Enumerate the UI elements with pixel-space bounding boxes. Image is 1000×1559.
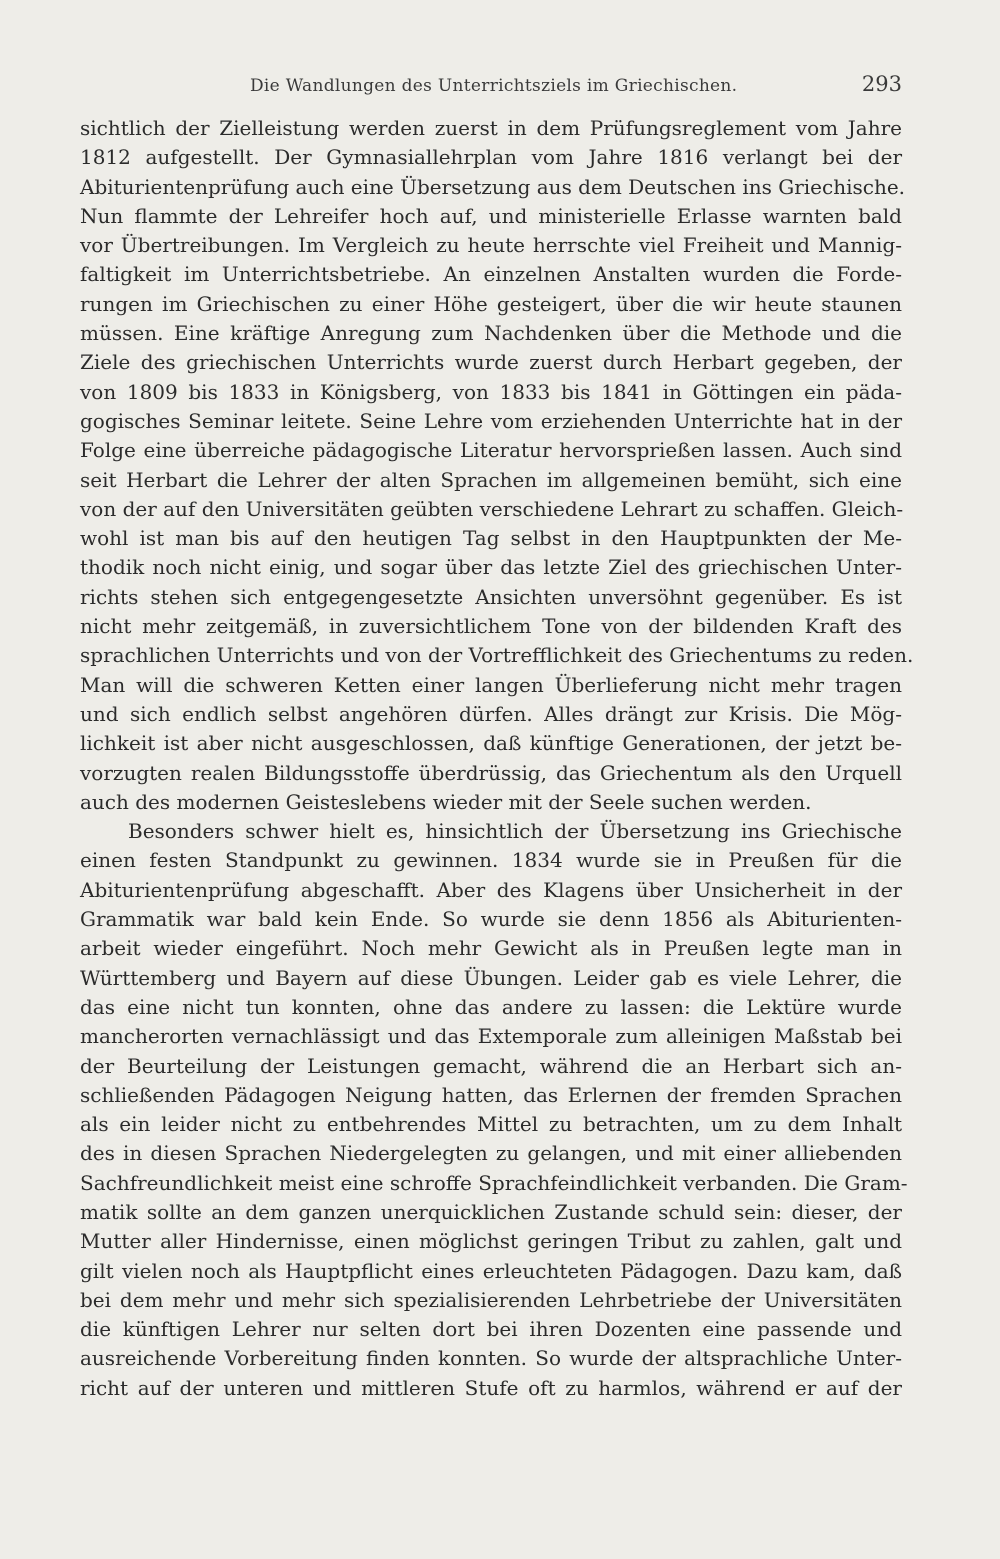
text-line: arbeit wieder eingeführt. Noch mehr Gewicht als in Preußen legte man in	[80, 936, 902, 961]
running-header	[80, 72, 902, 104]
text-line: bei dem mehr und mehr sich spezialisierenden Lehrbetriebe der Universitäten	[80, 1287, 902, 1312]
text-line: gilt vielen noch als Hauptpflicht eines erleuchteten Pädagogen. Dazu kam, daß	[80, 1258, 902, 1283]
text-line: von 1809 bis 1833 in Königsberg, von 1833 bis 1841 in Göttingen ein päda-	[80, 379, 902, 404]
text-line: Württemberg und Bayern auf diese Übungen. Leider gab es viele Lehrer, die	[80, 965, 902, 990]
text-line: Abiturientenprüfung auch eine Übersetzung aus dem Deutschen ins Griechische.	[80, 174, 906, 199]
text-line: Ziele des griechischen Unterrichts wurde zuerst durch Herbart gegeben, der	[80, 350, 902, 375]
text-line: der Beurteilung der Leistungen gemacht, während die an Herbart sich an-	[80, 1053, 902, 1078]
text-line: des in diesen Sprachen Niedergelegten zu gelangen, und mit einer alliebenden	[80, 1141, 902, 1166]
text-line: thodik noch nicht einig, und sogar über das letzte Ziel des griechischen Unter-	[80, 555, 902, 580]
running-title: Die Wandlungen des Unterrichtsziels im Griechischen.	[250, 76, 738, 96]
text-line: faltigkeit im Unterrichtsbetriebe. An einzelnen Anstalten wurden die Forde-	[80, 262, 902, 287]
text-line: und sich endlich selbst angehören dürfen. Alles drängt zur Krisis. Die Mög-	[80, 701, 902, 726]
text-line: Abiturientenprüfung abgeschafft. Aber des Klagens über Unsicherheit in der	[80, 877, 902, 902]
text-line: 1812 aufgestellt. Der Gymnasiallehrplan vom Jahre 1816 verlangt bei der	[80, 145, 902, 170]
text-line: die künftigen Lehrer nur selten dort bei ihren Dozenten eine passende und	[80, 1317, 902, 1342]
text-line: Sachfreundlichkeit meist eine schroffe Sprachfeindlichkeit verbanden. Die Gram-	[80, 1170, 908, 1195]
text-line: richt auf der unteren und mittleren Stufe oft zu harmlos, während er auf der	[80, 1375, 902, 1400]
text-line: das eine nicht tun konnten, ohne das andere zu lassen: die Lektüre wurde	[80, 994, 902, 1019]
text-line: einen festen Standpunkt zu gewinnen. 1834 wurde sie in Preußen für die	[80, 848, 902, 873]
text-line: matik sollte an dem ganzen unerquicklichen Zustande schuld sein: dieser, der	[80, 1199, 902, 1224]
text-line: müssen. Eine kräftige Anregung zum Nachdenken über die Methode und die	[80, 321, 902, 346]
text-line: Nun flammte der Lehreifer hoch auf, und ministerielle Erlasse warnten bald	[80, 203, 902, 228]
paragraph-end-line: auch des modernen Geisteslebens wieder mit der Seele suchen werden.	[80, 789, 812, 814]
body-text	[80, 114, 914, 1403]
paragraph-start-line: Besonders schwer hielt es, hinsichtlich der Übersetzung ins Griechische	[128, 819, 902, 844]
text-line: vor Übertreibungen. Im Vergleich zu heute herrschte viel Freiheit und Mannig-	[80, 233, 902, 258]
text-line: sichtlich der Zielleistung werden zuerst in dem Prüfungsreglement vom Jahre	[80, 116, 902, 140]
text-line: nicht mehr zeitgemäß, in zuversichtlichem Tone von der bildenden Kraft des	[80, 614, 902, 639]
text-line: sprachlichen Unterrichts und von der Vortrefflichkeit des Griechentums zu reden.	[80, 643, 914, 668]
text-line: als ein leider nicht zu entbehrendes Mittel zu betrachten, um zu dem Inhalt	[80, 1112, 902, 1137]
text-line: von der auf den Universitäten geübten verschiedene Lehrart zu schaffen. Gleich-	[80, 496, 904, 521]
text-line: vorzugten realen Bildungsstoffe überdrüssig, das Griechentum als den Urquell	[80, 760, 902, 785]
text-line: richts stehen sich entgegengesetzte Ansichten unversöhnt gegenüber. Es ist	[80, 584, 902, 609]
text-line: rungen im Griechischen zu einer Höhe gesteigert, über die wir heute staunen	[80, 291, 902, 316]
text-line: seit Herbart die Lehrer der alten Sprachen im allgemeinen bemüht, sich eine	[80, 467, 902, 492]
text-line: Man will die schweren Ketten einer langen Überlieferung nicht mehr tragen	[80, 672, 902, 697]
page-number: 293	[861, 72, 902, 96]
text-line: lichkeit ist aber nicht ausgeschlossen, daß künftige Generationen, der jetzt be-	[80, 731, 902, 756]
text-line: gogisches Seminar leitete. Seine Lehre vom erziehenden Unterrichte hat in der	[80, 408, 902, 433]
text-line: mancherorten vernachlässigt und das Extemporale zum alleinigen Maßstab bei	[80, 1024, 902, 1049]
text-line: schließenden Pädagogen Neigung hatten, das Erlernen der fremden Sprachen	[80, 1082, 902, 1107]
text-line: Folge eine überreiche pädagogische Literatur hervorsprießen lassen. Auch sind	[80, 438, 902, 463]
text-line: Grammatik war bald kein Ende. So wurde sie denn 1856 als Abiturienten-	[80, 907, 902, 932]
text-line: ausreichende Vorbereitung finden konnten. So wurde der altsprachliche Unter-	[80, 1346, 902, 1371]
text-line: wohl ist man bis auf den heutigen Tag selbst in den Hauptpunkten der Me-	[80, 526, 902, 551]
text-line: Mutter aller Hindernisse, einen möglichst geringen Tribut zu zahlen, galt und	[80, 1229, 902, 1254]
